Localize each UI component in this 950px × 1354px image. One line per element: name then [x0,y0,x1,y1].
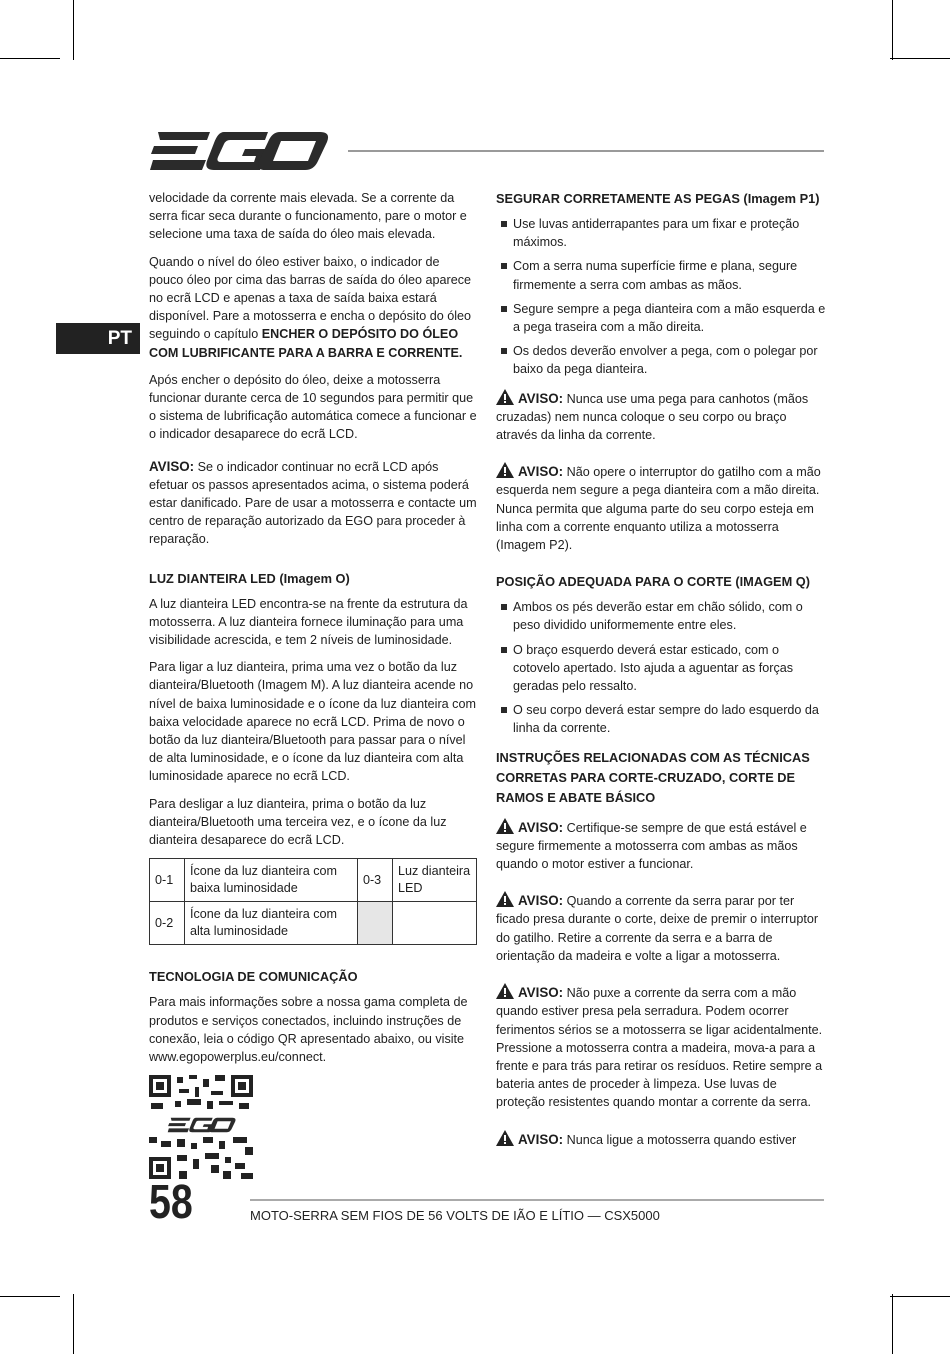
aviso-note [496,891,826,965]
aviso-label: AVISO: [518,464,564,480]
crop-mark [890,58,950,59]
aviso-note [496,983,826,1111]
left-column [149,189,477,1179]
crop-mark [890,1296,950,1297]
aviso-note [149,458,477,549]
warning-icon [496,818,514,834]
paragraph: Após encher o depósito do óleo, deixe a motosserra funcionar durante cerca de 10 segundos para permitir que o sistema de lubrificação automática comece a funcionar e o indicador desaparece do ecrã LCD. [149,372,477,442]
aviso-note [496,818,826,874]
table-cell: Luz dianteira LED [392,859,476,902]
aviso-label: AVISO: [518,1131,564,1147]
crop-mark [892,1294,893,1354]
aviso-text: Não puxe a corrente da serra com a mão quando estiver presa pela serradura. Podem ocorrer ferimentos sérios se a motosserra se ligar acidentalmente. Pressione a motosserra contra a madeira, mova-a para a frente e para trás para retirar os resíduos. Retire sempre a bateria antes de proceder à limpeza. Use luvas de proteção resistentes quando montar a corrente da serra. [496,986,823,1110]
paragraph: Para ligar a luz dianteira, prima uma vez o botão da luz dianteira/Bluetooth (Imagem M). A luz dianteira acende no nível de baixa luminosidade e o ícone da luz dianteira com baixa velocidade aparece no ecrã LCD. Prima de novo o botão da luz dianteira/Bluetooth para passar para o nível de alta luminosidade, e o ícone da luz dianteira com alta luminosidade aparece no ecrã LCD. [149,660,476,784]
aviso-text: Nunca use uma pega para canhotos (mãos cruzadas) nem nunca coloque o seu corpo ou braço através da linha da corrente. [496,391,809,443]
bullet-list [496,598,826,737]
paragraph: A luz dianteira LED encontra-se na frente da estrutura da motosserra. A luz dianteira fornece iluminação para uma visibilidade acrescida, e tem 2 níveis de luminosidade. [149,596,468,648]
aviso-text: Não opere o interruptor do gatilho com a mão esquerda nem segure a pega dianteira com a mão direita. Nunca permita que alguma parte do seu corpo esteja em linha com a corrente enquanto utiliza a motosserra (Imagem P2). [496,465,821,553]
table-row [150,902,477,945]
crop-mark [73,0,74,60]
table-cell [357,902,392,945]
warning-icon [496,389,514,405]
aviso-note [496,1130,826,1149]
footer-rule [250,1199,824,1201]
aviso-text: Quando a corrente da serra parar por ter ficado presa durante o corte, deixe de premir o interruptor do gatilho. Retire a corrente da serra e a barra de orientação da madeira e volte a ligar a motosserra. [496,894,819,963]
table-cell: 0-2 [150,902,185,945]
aviso-label: AVISO: [518,985,564,1001]
crop-mark [0,58,60,59]
chapter-reference: ENCHER O DEPÓSITO DO ÓLEO COM LUBRIFICANTE PARA A BARRA E CORRENTE. [149,327,463,360]
bullet-list [496,215,826,379]
crop-mark [892,0,893,60]
list-item: Segure sempre a pega dianteira com a mão esquerda e a pega traseira com a mão direita. [496,300,826,336]
aviso-label: AVISO: [518,819,564,835]
list-item: Use luvas antiderrapantes para um fixar e proteção máximos. [496,215,826,251]
table-cell [392,902,476,945]
reference-table [149,858,477,945]
section-heading-grip: SEGURAR CORRETAMENTE AS PEGAS (Imagem P1) [496,191,820,206]
table-cell: 0-3 [357,859,392,902]
warning-icon [496,891,514,907]
paragraph: velocidade da corrente mais elevada. Se a corrente da serra ficar seca durante o funcionamento, pare o motor e selecione uma taxa de saída do óleo mais elevada. [149,191,467,242]
warning-icon [496,462,514,478]
right-column [496,189,826,1167]
section-heading-tech: TECNOLOGIA DE COMUNICAÇÃO [149,969,358,985]
header-rule [348,150,824,152]
aviso-text: Nunca ligue a motosserra quando estiver [563,1132,797,1147]
language-tab: PT [56,323,140,354]
crop-mark [73,1294,74,1354]
aviso-note [496,462,826,554]
section-heading-position: POSIÇÃO ADEQUADA PARA O CORTE (IMAGEM Q) [496,574,810,590]
ego-logo-small [165,1117,239,1133]
list-item: Ambos os pés deverão estar em chão sólido, com o peso dividido uniformemente entre eles. [496,598,826,634]
list-item: Os dedos deverão envolver a pega, com o polegar por baixo da pega dianteira. [496,342,826,378]
qr-ego-logo [165,1117,239,1133]
aviso-text: Certifique-se sempre de que está estável e segure firmemente a motosserra com ambas as mãos quando o motor estiver a funcionar. [496,820,807,872]
aviso-label: AVISO: [518,390,564,406]
table-row [150,859,477,902]
footer-title: MOTO-SERRA SEM FIOS DE 56 VOLTS DE IÃO E LÍTIO — CSX5000 [250,1208,660,1223]
section-heading-led: LUZ DIANTEIRA LED (Imagem O) [149,570,350,586]
qr-code [149,1075,253,1179]
aviso-text: Se o indicador continuar no ecrã LCD após efetuar os passos apresentados acima, o sistema poderá estar danificado. Pare de usar a motosserra e contacte um centro de reparação autorizado da EGO para proceder à reparação. [149,459,477,547]
table-cell: Ícone da luz dianteira com baixa luminosidade [185,859,358,902]
paragraph: Para mais informações sobre a nossa gama completa de produtos e serviços conectados, incluindo instruções de conexão, leia o código QR apresentado abaixo, ou visite www.egopowerplus.eu/connect. [149,995,468,1064]
paragraph-text: Quando o nível do óleo estiver baixo, o indicador de pouco óleo por cima das barras de saída do óleo aparece no ecrã LCD e apenas a taxa de saída baixa estará disponível. Pare a motosserra e encha o depósito do óleo seguindo o capítulo [149,254,472,342]
ego-logo [150,130,330,172]
section-heading-instructions: INSTRUÇÕES RELACIONADAS COM AS TÉCNICAS CORRETAS PARA CORTE-CRUZADO, CORTE DE RAMOS E ABATE BÁSICO [496,749,810,805]
warning-icon [496,983,514,999]
aviso-label: AVISO: [518,893,564,909]
table-cell: Ícone da luz dianteira com alta luminosidade [185,902,358,945]
list-item: O seu corpo deverá estar sempre do lado esquerdo da linha da corrente. [496,701,826,737]
aviso-label: AVISO: [149,458,195,474]
paragraph [149,253,477,362]
list-item: Com a serra numa superfície firme e plana, segure firmemente a serra com ambas as mãos. [496,257,826,293]
page-number: 58 [149,1176,193,1229]
table-cell: 0-1 [150,859,185,902]
aviso-note [496,389,826,445]
warning-icon [496,1130,514,1146]
paragraph: Para desligar a luz dianteira, prima o botão da luz dianteira/Bluetooth uma terceira vez, e o ícone da luz dianteira desaparece do ecrã LCD. [149,796,447,848]
crop-mark [0,1296,60,1297]
list-item: O braço esquerdo deverá estar esticado, com o cotovelo apertado. Isto ajuda a aguentar as forças geradas pelo ressalto. [496,641,826,696]
